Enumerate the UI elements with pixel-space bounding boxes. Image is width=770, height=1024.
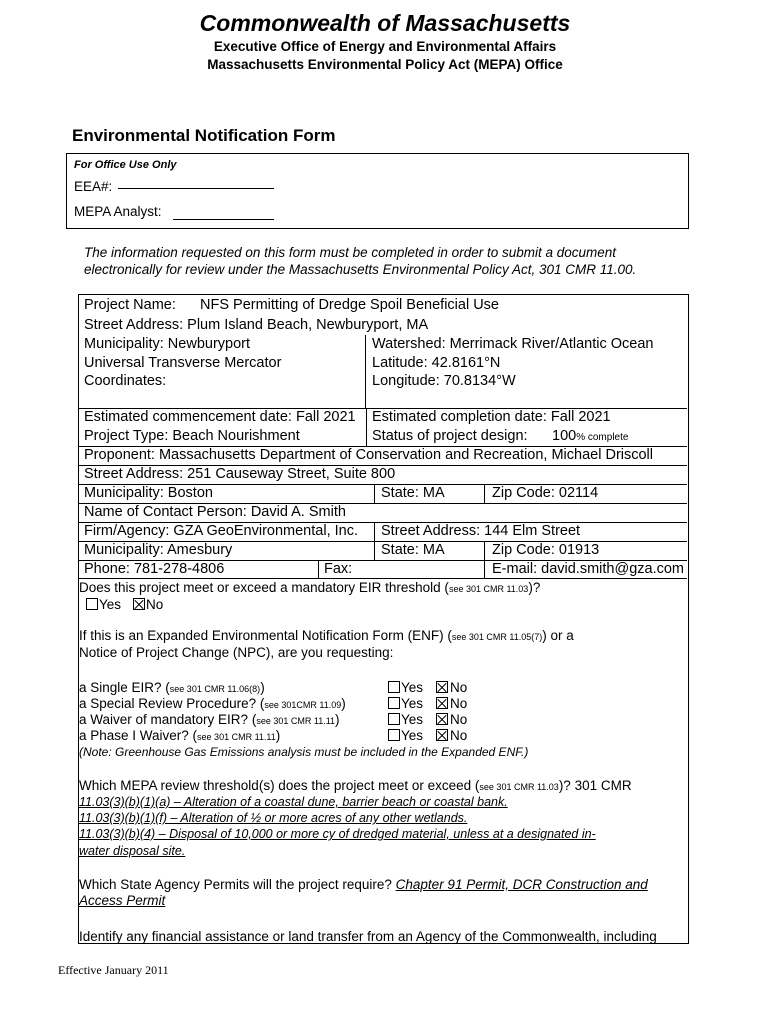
eea-number-field[interactable] (118, 188, 274, 189)
cmr-reference: see 301 CMR 11.11 (197, 732, 276, 742)
question-text: ) (275, 728, 281, 743)
waiver-eir-no-checkbox[interactable] (436, 713, 448, 725)
question-text: a Waiver of mandatory EIR? ( (79, 712, 257, 727)
contact-person[interactable]: Name of Contact Person: David A. Smith (84, 504, 346, 520)
single-eir-yes-checkbox[interactable] (388, 681, 400, 693)
table-divider (79, 578, 687, 579)
eea-label: EEA#: (74, 179, 113, 194)
firm-zip[interactable]: Zip Code: 01913 (492, 542, 600, 558)
ghg-note: (Note: Greenhouse Gas Emissions analysis must be included in the Expanded ENF.) (79, 745, 529, 759)
firm-state[interactable]: State: MA (381, 542, 445, 558)
project-street-address[interactable]: Street Address: Plum Island Beach, Newburyport, MA (84, 317, 429, 333)
cmr-reference: see 301 CMR 11.11 (256, 716, 336, 726)
threshold-question (79, 778, 632, 793)
phase1-waiver-yes-checkbox[interactable] (388, 729, 400, 741)
document-title: Commonwealth of Massachusetts (199, 10, 571, 36)
firm-street-address[interactable]: Street Address: 144 Elm Street (381, 523, 581, 539)
form-title: Environmental Notification Form (72, 126, 336, 145)
cmr-reference: see 301 CMR 11.03 (479, 782, 559, 792)
completion-date[interactable]: Estimated completion date: Fall 2021 (372, 409, 611, 425)
question-text: Does this project meet or exceed a mandatory EIR threshold ( (79, 580, 449, 595)
commencement-date[interactable]: Estimated commencement date: Fall 2021 (84, 409, 356, 425)
cmr-reference: see 301 CMR 11.03 (448, 584, 529, 594)
question-text: If this is an Expanded Environmental Notification Form (ENF) ( (79, 628, 452, 643)
proponent-street-address[interactable]: Street Address: 251 Causeway Street, Suite 800 (84, 466, 396, 482)
yes-label: Yes (99, 597, 122, 612)
no-label: No (450, 680, 468, 695)
question-text: Which MEPA review threshold(s) does the project meet or exceed ( (79, 778, 480, 793)
permits-answer-line2[interactable]: Access Permit (79, 893, 166, 908)
special-review-yes-checkbox[interactable] (388, 697, 400, 709)
table-divider (484, 541, 485, 578)
phone[interactable]: Phone: 781-278-4806 (84, 561, 225, 577)
special-review-no-checkbox[interactable] (436, 697, 448, 709)
project-name-label: Project Name: (84, 297, 176, 313)
project-longitude[interactable]: Longitude: 70.8134°W (372, 373, 516, 389)
special-review-question (79, 696, 346, 711)
no-label: No (146, 597, 164, 612)
footer-effective-date: Effective January 2011 (58, 963, 169, 977)
table-divider (374, 484, 375, 503)
threshold-answer-line1[interactable]: 11.03(3)(b)(1)(a) – Alteration of a coastal dune, barrier beach or coastal bank. (79, 795, 508, 809)
question-text: Which State Agency Permits will the project require? (79, 877, 392, 892)
table-divider (484, 484, 485, 503)
firm-municipality[interactable]: Municipality: Amesbury (84, 542, 233, 558)
question-text: a Special Review Procedure? ( (79, 696, 265, 711)
design-status-value[interactable] (552, 428, 628, 444)
project-watershed[interactable]: Watershed: Merrimack River/Atlantic Ocean (372, 336, 654, 352)
office-use-heading: For Office Use Only (74, 159, 177, 171)
enf-question-line1 (79, 628, 574, 643)
proponent[interactable]: Proponent: Massachusetts Department of Conservation and Recreation, Michael Driscoll (84, 447, 653, 463)
threshold-answer-line4[interactable]: water disposal site. (79, 844, 186, 858)
question-text: )? (528, 580, 541, 595)
project-name[interactable]: NFS Permitting of Dredge Spoil Beneficial Use (200, 297, 499, 313)
proponent-state[interactable]: State: MA (381, 485, 445, 501)
table-divider (374, 522, 375, 560)
question-text: a Phase I Waiver? ( (79, 728, 198, 743)
cmr-reference: see 301 CMR 11.06(8) (169, 684, 261, 694)
question-text: )? 301 CMR (558, 778, 632, 793)
threshold-answer-line2[interactable]: 11.03(3)(b)(1)(f) – Alteration of ½ or more acres of any other wetlands. (79, 811, 468, 825)
waiver-eir-yes-checkbox[interactable] (388, 713, 400, 725)
proponent-municipality[interactable]: Municipality: Boston (84, 485, 213, 501)
no-label: No (450, 728, 468, 743)
project-latitude[interactable]: Latitude: 42.8161°N (372, 355, 501, 371)
cmr-reference: see 301CMR 11.09 (264, 700, 342, 710)
table-divider (365, 335, 366, 408)
utm-label-line1: Universal Transverse Mercator (84, 355, 282, 371)
phase1-waiver-no-checkbox[interactable] (436, 729, 448, 741)
single-eir-question (79, 680, 265, 695)
firm-agency[interactable]: Firm/Agency: GZA GeoEnvironmental, Inc. (84, 523, 358, 539)
intro-line-1: The information requested on this form must be completed in order to submit a document (84, 245, 617, 260)
no-label: No (450, 712, 468, 727)
question-text: ) (260, 680, 265, 695)
eir-threshold-yes-checkbox[interactable] (86, 598, 98, 610)
proponent-zip[interactable]: Zip Code: 02114 (492, 485, 599, 501)
table-divider (318, 560, 319, 578)
enf-question-line2: Notice of Project Change (NPC), are you requesting: (79, 645, 394, 660)
no-label: No (450, 696, 468, 711)
mepa-analyst-field[interactable] (173, 219, 274, 220)
design-status-label: Status of project design: (372, 428, 528, 444)
question-text: ) or a (542, 628, 574, 643)
document-subtitle-eea: Executive Office of Energy and Environmental Affairs (213, 39, 557, 54)
eir-threshold-question (79, 580, 540, 595)
phase1-waiver-question (79, 728, 280, 743)
yes-label: Yes (401, 680, 424, 695)
yes-label: Yes (401, 712, 424, 727)
document-subtitle-mepa: Massachusetts Environmental Policy Act (MEPA) Office (207, 57, 563, 72)
design-status-suffix: % complete (576, 432, 629, 443)
question-text: ) (341, 696, 346, 711)
threshold-answer-line3[interactable]: 11.03(3)(b)(4) – Disposal of 10,000 or more cy of dredged material, unless at a designated in- (79, 827, 596, 841)
question-text: ) (335, 712, 340, 727)
yes-label: Yes (401, 696, 424, 711)
question-text: a Single EIR? ( (79, 680, 170, 695)
intro-line-2: electronically for review under the Massachusetts Environmental Policy Act, 301 CMR 11.00. (84, 262, 637, 277)
permits-question (79, 877, 648, 892)
waiver-eir-question (79, 712, 340, 727)
permits-answer[interactable]: Chapter 91 Permit, DCR Construction and (395, 877, 648, 892)
email[interactable]: E-mail: david.smith@gza.com (492, 561, 684, 577)
mepa-analyst-label: MEPA Analyst: (74, 204, 162, 219)
utm-label-line2: Coordinates: (84, 373, 167, 389)
single-eir-no-checkbox[interactable] (436, 681, 448, 693)
project-municipality[interactable]: Municipality: Newburyport (84, 336, 251, 352)
table-divider (366, 408, 367, 446)
eir-threshold-no-checkbox[interactable] (133, 598, 145, 610)
yes-label: Yes (401, 728, 424, 743)
design-status-percent: 100 (552, 428, 577, 444)
project-type[interactable]: Project Type: Beach Nourishment (84, 428, 300, 444)
fax[interactable]: Fax: (324, 561, 353, 577)
financial-assistance-question: Identify any financial assistance or land transfer from an Agency of the Commonwealth, including (79, 929, 657, 944)
cmr-reference: see 301 CMR 11.05(7) (451, 632, 543, 642)
